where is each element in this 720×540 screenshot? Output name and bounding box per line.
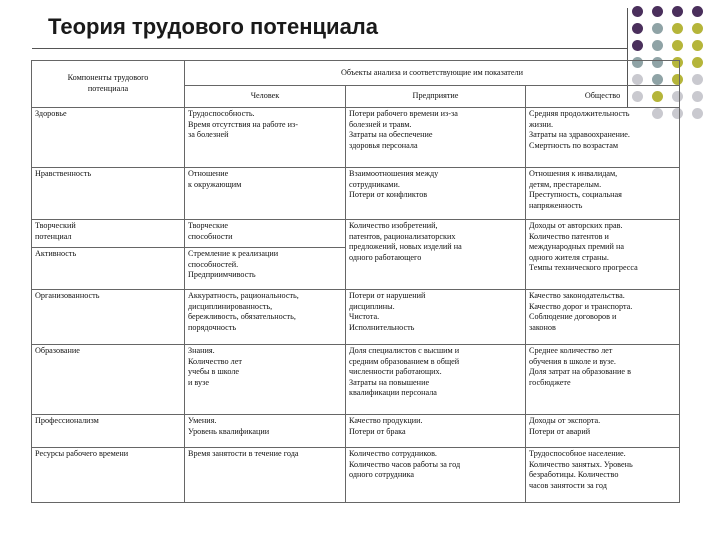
cell-society: Качество законодательства. Качество дорог и транспорта. Соблюдение договоров и законов bbox=[526, 290, 680, 345]
table-row bbox=[32, 168, 680, 220]
cell-component: Ресурсы рабочего времени bbox=[32, 448, 185, 503]
cell-person: Время занятости в течение года bbox=[185, 448, 346, 503]
decor-dot bbox=[632, 23, 643, 34]
decor-dot bbox=[652, 23, 663, 34]
cell-component: Профессионализм bbox=[32, 415, 185, 448]
header-components: Компоненты трудового потенциала bbox=[32, 61, 185, 108]
decor-dot bbox=[632, 40, 643, 51]
table-row bbox=[32, 290, 680, 345]
table-row bbox=[32, 220, 680, 248]
cell-society: Доходы от экспорта. Потери от аварий bbox=[526, 415, 680, 448]
decor-dot bbox=[672, 6, 683, 17]
decor-dot bbox=[672, 40, 683, 51]
header-row bbox=[32, 61, 680, 86]
decor-dot bbox=[672, 23, 683, 34]
cell-society: Средняя продолжительность жизни. Затраты на здравоохранение. Смертность по возрастам bbox=[526, 108, 680, 168]
header-enterprise: Предприятие bbox=[346, 86, 526, 108]
header-society: Общество bbox=[526, 86, 680, 108]
decor-dot bbox=[652, 6, 663, 17]
table-row bbox=[32, 448, 680, 503]
cell-enterprise: Доля специалистов с высшим и средним образованием в общей численности работающих. Затраты на повышение квалификации персонала bbox=[346, 345, 526, 415]
cell-enterprise: Количество сотрудников. Количество часов работы за год одного сотрудника bbox=[346, 448, 526, 503]
decor-dot bbox=[692, 40, 703, 51]
decor-dot bbox=[692, 91, 703, 102]
cell-society: Доходы от авторских прав. Количество патентов и международных премий на одного жителя страны. Темпы технического прогресса bbox=[526, 220, 680, 290]
decor-dot bbox=[632, 6, 643, 17]
cell-society: Трудоспособное население. Количество занятых. Уровень безработицы. Количество часов занятости за год bbox=[526, 448, 680, 503]
cell-person: Творческие способности bbox=[185, 220, 346, 248]
slide-title: Теория трудового потенциала bbox=[48, 14, 379, 39]
cell-person: Аккуратность, рациональность, дисциплинированность, бережливость, обязательность, порядочность bbox=[185, 290, 346, 345]
cell-person: Умения. Уровень квалификации bbox=[185, 415, 346, 448]
header-person: Человек bbox=[185, 86, 346, 108]
potential-table bbox=[31, 60, 680, 503]
cell-component: Образование bbox=[32, 345, 185, 415]
cell-component: Организованность bbox=[32, 290, 185, 345]
cell-component: Активность bbox=[32, 248, 185, 290]
cell-enterprise: Потери от нарушений дисциплины. Чистота. Исполнительность bbox=[346, 290, 526, 345]
header-objects: Объекты анализа и соответствующие им показатели bbox=[185, 61, 680, 86]
table-row bbox=[32, 415, 680, 448]
cell-society: Отношения к инвалидам, детям, престарелым. Преступность, социальная напряженность bbox=[526, 168, 680, 220]
cell-society: Среднее количество лет обучения в школе и вузе. Доля затрат на образование в госбюджете bbox=[526, 345, 680, 415]
cell-enterprise: Качество продукции. Потери от брака bbox=[346, 415, 526, 448]
cell-component: Нравственность bbox=[32, 168, 185, 220]
cell-component: Здоровье bbox=[32, 108, 185, 168]
table-row bbox=[32, 108, 680, 168]
cell-enterprise: Потери рабочего времени из-за болезней и травм. Затраты на обеспечение здоровья персонала bbox=[346, 108, 526, 168]
table-row bbox=[32, 345, 680, 415]
cell-enterprise: Количество изобретений, патентов, рационализаторских предложений, новых изделий на одного работающего bbox=[346, 220, 526, 290]
cell-person: Стремление к реализации способностей. Предприимчивость bbox=[185, 248, 346, 290]
decor-dot bbox=[692, 23, 703, 34]
cell-person: Знания. Количество лет учебы в школе и вузе bbox=[185, 345, 346, 415]
decor-horizontal-line bbox=[32, 48, 627, 49]
decor-dot bbox=[692, 108, 703, 119]
cell-component: Творческий потенциал bbox=[32, 220, 185, 248]
cell-person: Трудоспособность. Время отсутствия на работе из- за болезней bbox=[185, 108, 346, 168]
decor-dot bbox=[652, 40, 663, 51]
cell-person: Отношение к окружающим bbox=[185, 168, 346, 220]
cell-enterprise: Взаимоотношения между сотрудниками. Потери от конфликтов bbox=[346, 168, 526, 220]
decor-dot bbox=[692, 57, 703, 68]
decor-dot bbox=[692, 74, 703, 85]
decor-dot bbox=[692, 6, 703, 17]
